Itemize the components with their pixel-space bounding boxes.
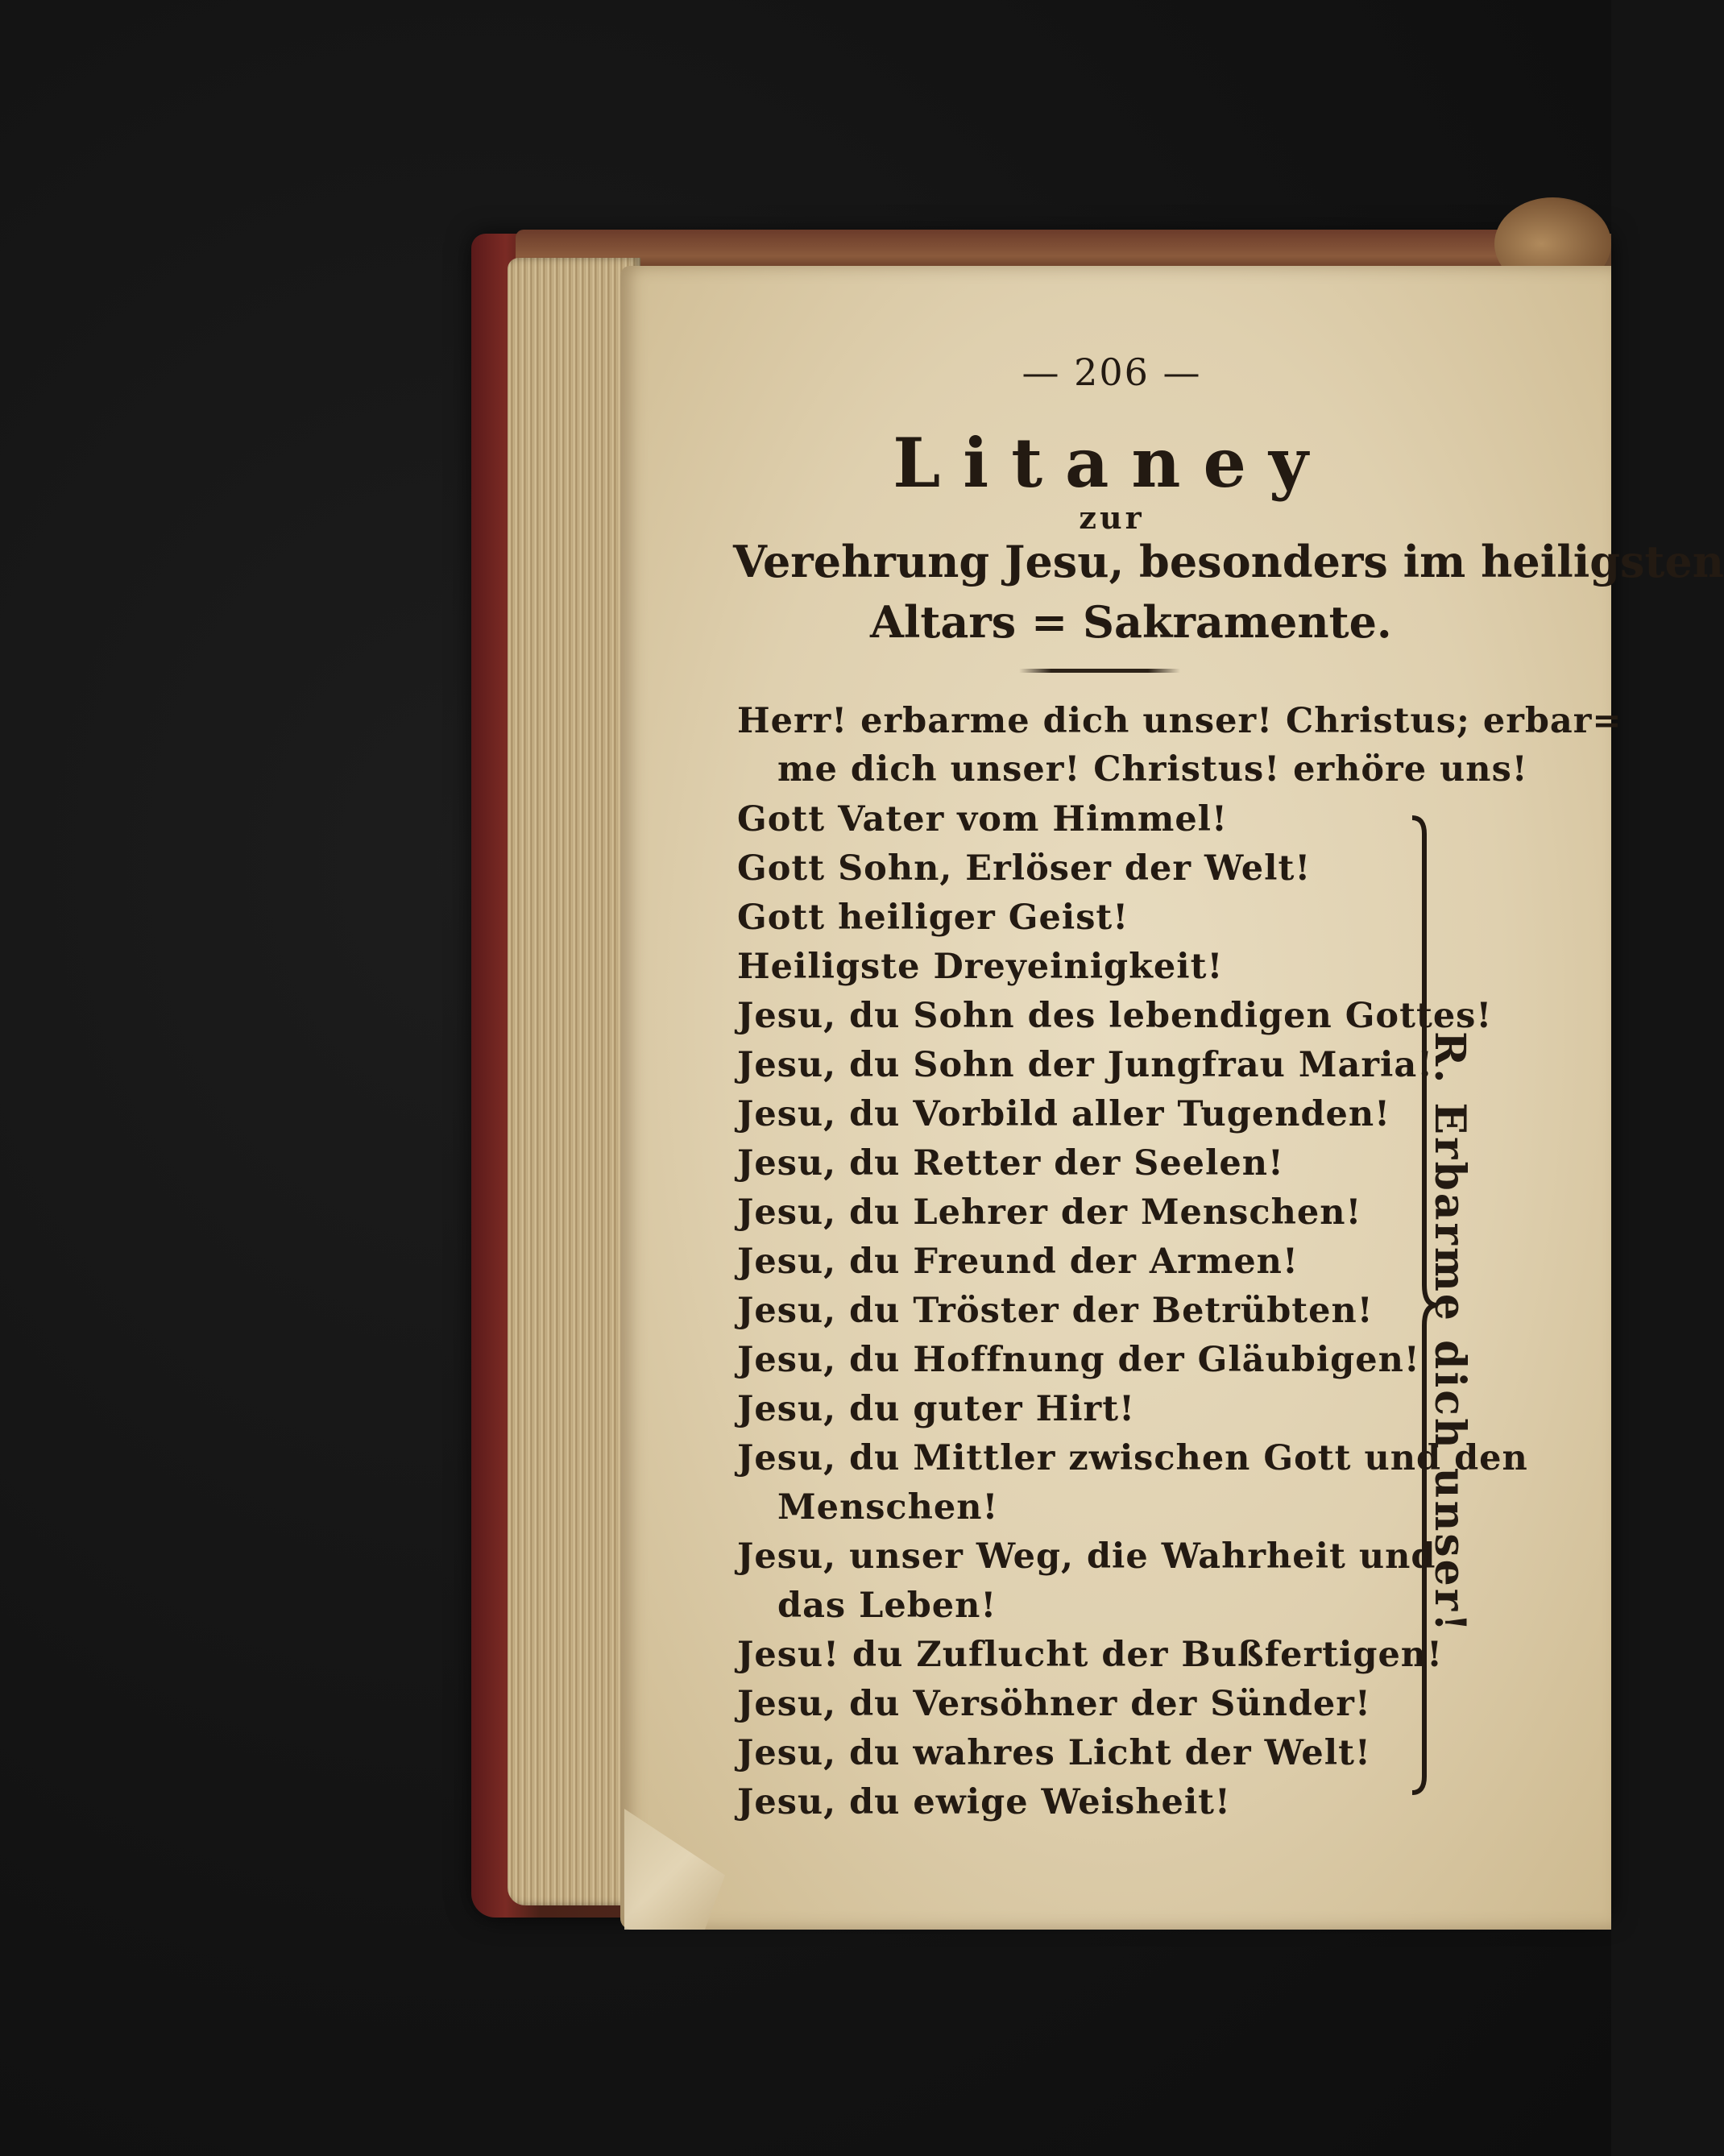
litany-line: Jesu, du ewige Weisheit! <box>737 1782 1231 1822</box>
litany-line: Jesu, du Sohn des lebendigen Gottes! <box>737 996 1493 1036</box>
litany-line: Herr! erbarme dich unser! Christus; erbar= <box>737 701 1622 741</box>
litany-line: Jesu, du Freund der Armen! <box>737 1242 1299 1282</box>
litany-line: Menschen! <box>777 1487 999 1528</box>
litany-line: Jesu, du Vorbild aller Tugenden! <box>737 1094 1391 1134</box>
title-divider <box>1019 669 1180 673</box>
litany-line: Gott heiliger Geist! <box>737 898 1129 938</box>
litany-line: Gott Vater vom Himmel! <box>737 799 1228 840</box>
litany-line: das Leben! <box>777 1586 997 1626</box>
litany-line: Gott Sohn, Erlöser der Welt! <box>737 848 1312 889</box>
litany-line: Jesu, du Retter der Seelen! <box>737 1143 1284 1184</box>
litany-line: Jesu, du Sohn der Jungfrau Maria! <box>737 1045 1434 1085</box>
litany-line: Jesu! du Zuflucht der Bußfertigen! <box>737 1635 1443 1675</box>
litany-line: Jesu, unser Weg, die Wahrheit und <box>737 1536 1436 1577</box>
page-title: Litaney <box>893 423 1331 503</box>
litany-line: me dich unser! Christus! erhöre uns! <box>777 749 1528 790</box>
litany-line: Jesu, du Tröster der Betrübten! <box>737 1291 1374 1331</box>
litany-response: R. Erbarme dich unser! <box>1425 1031 1474 1634</box>
page-number: — 206 — <box>1022 350 1202 394</box>
litany-line: Jesu, du Versöhner der Sünder! <box>737 1684 1371 1724</box>
subtitle-line-1: Verehrung Jesu, besonders im heiligsten <box>733 536 1724 587</box>
litany-line: Jesu, du Hoffnung der Gläubigen! <box>737 1340 1420 1380</box>
litany-line: Jesu, du Lehrer der Menschen! <box>737 1192 1362 1233</box>
litany-line: Jesu, du guter Hirt! <box>737 1389 1135 1429</box>
litany-line: Jesu, du Mittler zwischen Gott und den <box>737 1438 1528 1478</box>
subtitle-line-2: Altars = Sakramente. <box>870 596 1392 648</box>
litany-line: Heiligste Dreyeinigkeit! <box>737 947 1224 987</box>
subtitle-zur: zur <box>1079 500 1145 536</box>
litany-line: Jesu, du wahres Licht der Welt! <box>737 1733 1371 1773</box>
